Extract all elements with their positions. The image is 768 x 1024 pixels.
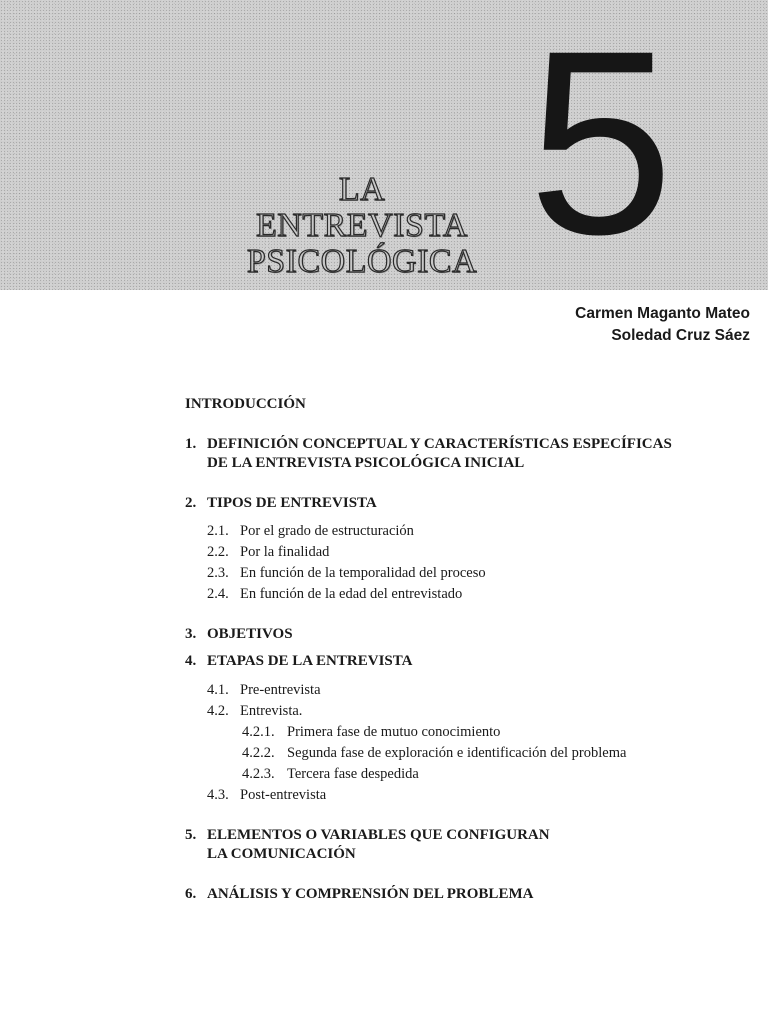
toc-subsection-number: 2.3. <box>207 565 229 581</box>
toc-subsection-number: 4.1. <box>207 682 229 698</box>
toc-subsection-number: 2.4. <box>207 586 229 602</box>
toc-subsubsection <box>242 722 755 743</box>
toc-section-title-line1: DEFINICIÓN CONCEPTUAL Y CARACTERÍSTICAS ESPECÍFICAS <box>207 436 672 452</box>
toc-section-number: 3. <box>185 626 197 642</box>
toc-section-title: ETAPAS DE LA ENTREVISTA <box>207 653 413 669</box>
chapter-title <box>232 172 492 280</box>
toc-subsection-text: En función de la edad del entrevistado <box>240 586 463 602</box>
toc-subsection-text: Pre-entrevista <box>240 682 321 698</box>
toc-section-2-items <box>185 521 755 605</box>
toc-introduction: INTRODUCCIÓN <box>185 396 306 412</box>
chapter-title-line2: PSICOLÓGICA <box>246 243 478 280</box>
toc-subsection <box>207 521 755 542</box>
toc-section-title: TIPOS DE ENTREVISTA <box>207 495 377 511</box>
toc-section-2 <box>185 494 755 513</box>
toc-section-title: ANÁLISIS Y COMPRENSIÓN DEL PROBLEMA <box>207 886 534 902</box>
toc-subsection <box>207 785 755 806</box>
toc-section-5 <box>185 826 755 864</box>
toc-subsection <box>207 563 755 584</box>
toc-subsubsection-text: Tercera fase despedida <box>287 766 419 782</box>
toc-section-1 <box>185 435 755 473</box>
toc-section-4 <box>185 652 755 671</box>
toc-subsection-text: Post-entrevista <box>240 787 327 803</box>
chapter-number: 5 <box>528 0 674 289</box>
toc-subsection-text: Entrevista. <box>240 703 303 719</box>
toc-subsubsection <box>242 764 755 785</box>
toc-subsubsection <box>242 743 755 764</box>
toc-subsection <box>207 701 755 722</box>
toc-section-number: 5. <box>185 827 197 843</box>
toc-section-title-line2: LA COMUNICACIÓN <box>207 846 356 862</box>
toc-subsubsection-number: 4.2.3. <box>242 766 275 782</box>
toc-subsection <box>207 584 755 605</box>
toc-subsection-text: Por el grado de estructuración <box>240 523 414 539</box>
toc-section-title-line1: ELEMENTOS O VARIABLES QUE CONFIGURAN <box>207 827 550 843</box>
toc-section-number: 4. <box>185 653 197 669</box>
toc-subsection-number: 2.2. <box>207 544 229 560</box>
toc-subsubsection-text: Primera fase de mutuo conocimiento <box>287 724 501 740</box>
toc-section-number: 6. <box>185 886 197 902</box>
toc-section-title-line2: DE LA ENTREVISTA PSICOLÓGICA INICIAL <box>207 455 525 471</box>
toc-subsection-number: 4.2. <box>207 703 229 719</box>
toc-subsection-text: En función de la temporalidad del proceso <box>240 565 486 581</box>
toc-subsubsection-number: 4.2.1. <box>242 724 275 740</box>
toc-section-3 <box>185 625 755 644</box>
authors <box>575 303 750 347</box>
toc-subsubsection-text: Segunda fase de exploración e identificación del problema <box>287 745 627 761</box>
chapter-title-line1: LA ENTREVISTA <box>256 171 468 244</box>
toc-subsection-number: 2.1. <box>207 523 229 539</box>
toc-subsection <box>207 680 755 701</box>
toc-section-number: 2. <box>185 495 197 511</box>
table-of-contents <box>185 395 755 904</box>
toc-subsection-number: 4.3. <box>207 787 229 803</box>
author-2: Soledad Cruz Sáez <box>611 327 750 344</box>
toc-subsection-text: Por la finalidad <box>240 544 330 560</box>
author-1: Carmen Maganto Mateo <box>575 305 750 322</box>
toc-section-number: 1. <box>185 436 197 452</box>
toc-section-6 <box>185 885 755 904</box>
toc-section-title: OBJETIVOS <box>207 626 293 642</box>
toc-section-4-items <box>185 680 755 806</box>
toc-subsection <box>207 542 755 563</box>
toc-subsubsection-number: 4.2.2. <box>242 745 275 761</box>
